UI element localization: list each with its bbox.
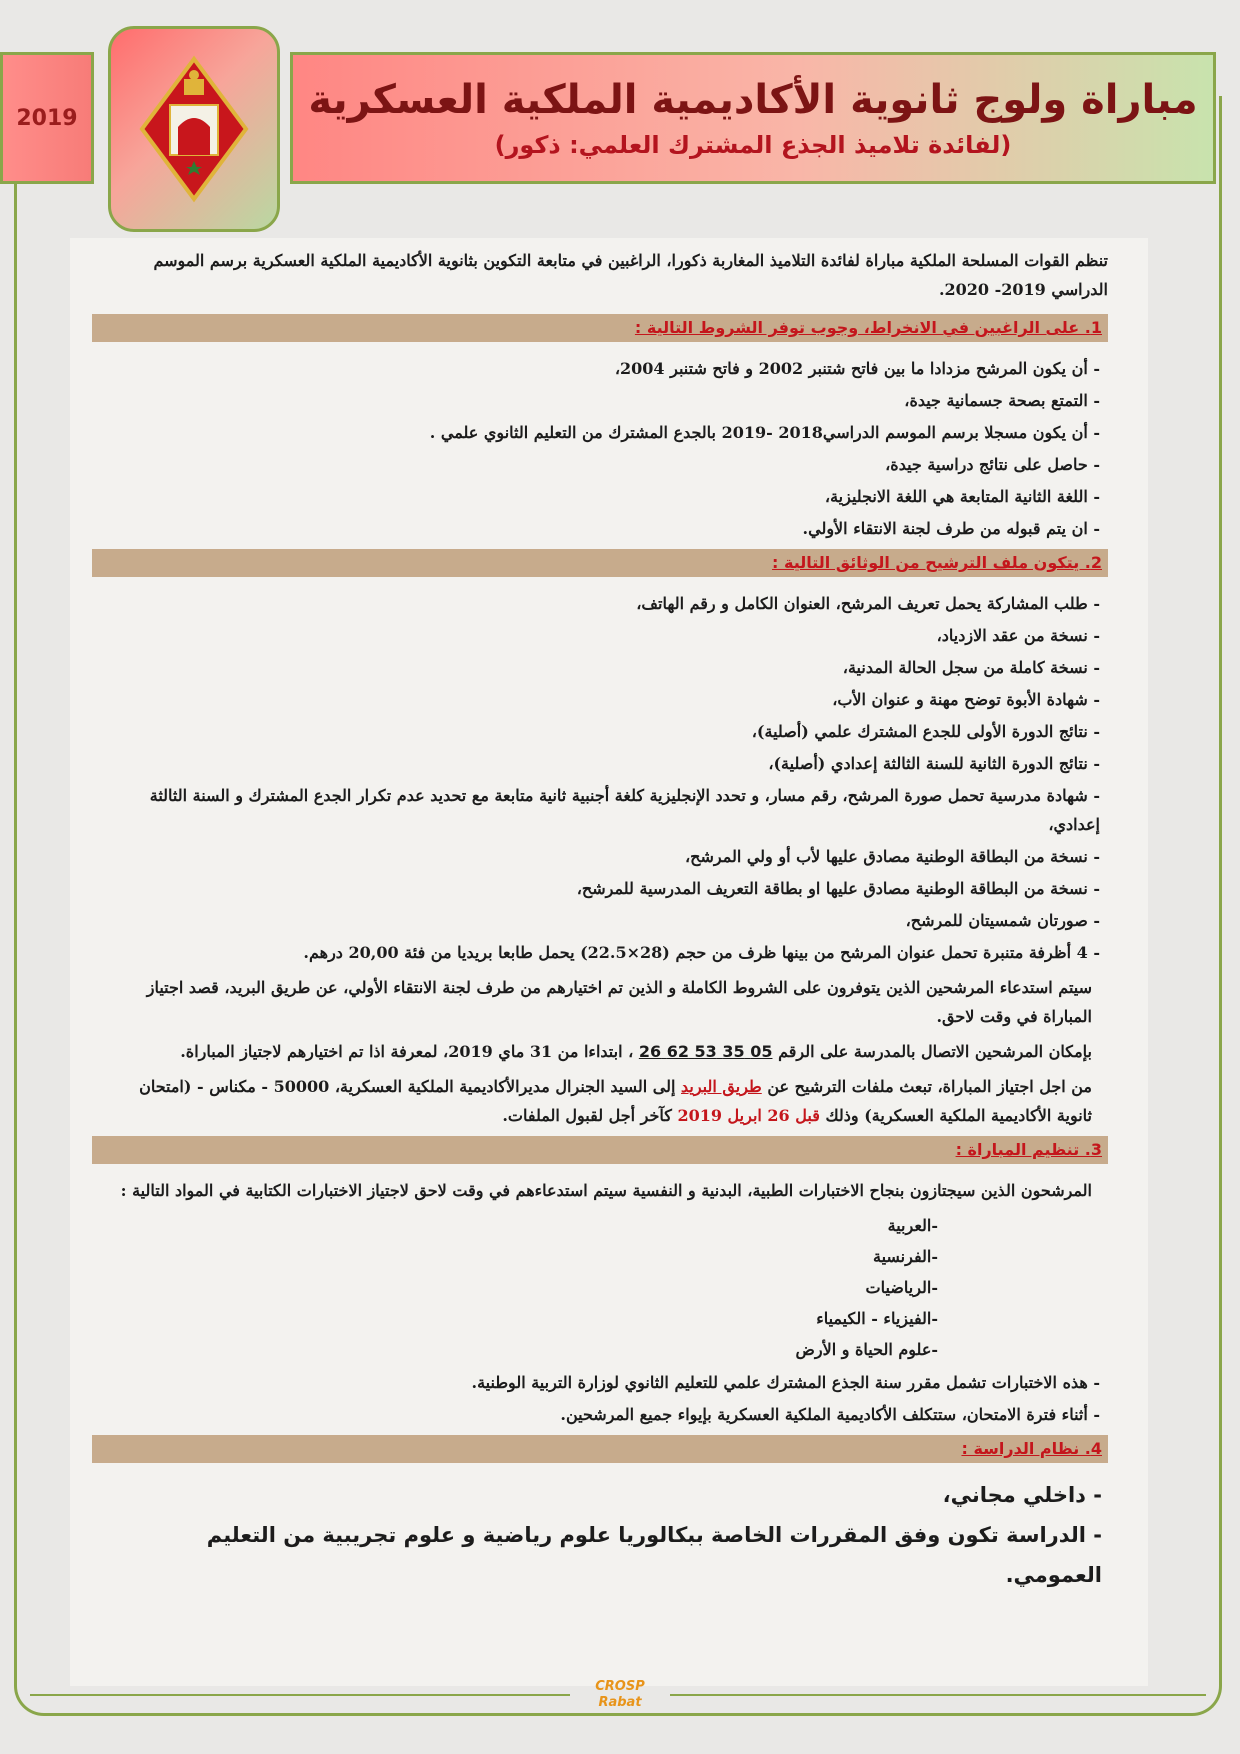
contact-phone-number: 05 35 53 62 26: [638, 1042, 773, 1061]
section2-list: [114, 589, 1108, 967]
submission-text-middle: إلى السيد الجنرال مديرالأكاديمية الملكية العسكرية، 50000 - مكناس - (امتحان ثانوية الأكاديمية الملكية العسكرية) وذلك: [139, 1077, 1092, 1125]
page-subtitle: (لفائدة تلاميذ الجذع المشترك العلمي: ذكور): [494, 131, 1012, 159]
subject-item: -العربية: [887, 1216, 938, 1235]
section4-heading: 4. نظام الدراسة :: [92, 1435, 1108, 1463]
subject-item: -الفرنسية: [872, 1247, 938, 1266]
submission-text-before: من اجل اجتياز المباراة، تبعث ملفات الترشيح عن: [767, 1077, 1092, 1096]
submission-text-after: كآخر أجل لقبول الملفات.: [502, 1106, 672, 1125]
section1-list: [114, 354, 1108, 543]
list-item: - نسخة من البطاقة الوطنية مصادق عليها لأب أو ولي المرشح،: [684, 847, 1100, 866]
list-item: - التمتع بصحة جسمانية جيدة،: [904, 391, 1100, 410]
list-item: - ان يتم قبوله من طرف لجنة الانتقاء الأولي.: [802, 519, 1100, 538]
footer-divider-right: [670, 1694, 1206, 1696]
list-item: - نسخة كاملة من سجل الحالة المدنية،: [842, 658, 1100, 677]
year-badge: 2019: [0, 52, 94, 184]
subject-item: -الرياضيات: [865, 1278, 938, 1297]
footer-divider-left: [30, 1694, 570, 1696]
list-item: - اللغة الثانية المتابعة هي اللغة الانجليزية،: [824, 487, 1100, 506]
list-item: - طلب المشاركة يحمل تعريف المرشح، العنوان الكامل و رقم الهاتف،: [636, 594, 1100, 613]
list-item: - شهادة مدرسية تحمل صورة المرشح، رقم مسار، و تحدد الإنجليزية كلغة أجنبية ثانية متابعة مع تحديد عدم تكرار الجدع المشترك و السنة الثالثة إعدادي،: [149, 786, 1100, 834]
intro-paragraph: تنظم القوات المسلحة الملكية مباراة لفائدة التلاميذ المغاربة ذكورا، الراغبين في متابعة التكوين بثانوية الأكاديمية الملكية العسكرية برسم الموسم الدراسي 2019- 2020.: [153, 251, 1108, 299]
selection-paragraph: سيتم استدعاء المرشحين الذين يتوفرون على الشروط الكاملة و الذين تم اختيارهم من طرف لجنة الانتقاء الأولي، عن طريق البريد، قصد اجتياز المباراة في وقت لاحق.: [146, 978, 1092, 1026]
subject-item: -الفيزياء - الكيمياء: [816, 1309, 938, 1328]
submission-deadline: قبل 26 ابريل 2019: [677, 1106, 820, 1125]
section1-heading: 1. على الراغبين في الانخراط، وجوب توفر الشروط التالية :: [92, 314, 1108, 342]
list-item: - نتائج الدورة الأولى للجدع المشترك علمي (أصلية)،: [751, 722, 1100, 741]
submission-mail-method: طريق البريد: [681, 1077, 762, 1096]
section2-heading: 2. يتكون ملف الترشيح من الوثائق التالية :: [92, 549, 1108, 577]
list-item: - نتائج الدورة الثانية للسنة الثالثة إعدادي (أصلية)،: [768, 754, 1100, 773]
document-body: [70, 238, 1148, 1686]
list-item: - حاصل على نتائج دراسية جيدة،: [885, 455, 1100, 474]
subject-item: -علوم الحياة و الأرض: [795, 1340, 938, 1359]
list-item: - صورتان شمسيتان للمرشح،: [905, 911, 1100, 930]
royal-military-emblem-icon: [108, 26, 280, 232]
list-item: - شهادة الأبوة توضح مهنة و عنوان الأب،: [832, 690, 1100, 709]
list-item: - نسخة من البطاقة الوطنية مصادق عليها او بطاقة التعريف المدرسية للمرشح،: [576, 879, 1100, 898]
section3-intro: المرشحون الذين سيجتازون بنجاح الاختبارات الطبية، البدنية و النفسية سيتم استدعاءهم في وقت لاحق لاجتياز الاختبارات الكتابية في المواد التالية :: [120, 1181, 1092, 1200]
list-item: - أن يكون مسجلا برسم الموسم الدراسي2018 -2019 بالجدع المشترك من التعليم الثانوي علمي .: [429, 423, 1100, 442]
list-item: - 4 أظرفة متنبرة تحمل عنوان المرشح من بينها ظرف من حجم (28×22.5) يحمل طابعا بريديا من فئة 20,00 درهم.: [303, 943, 1100, 962]
list-item: - هذه الاختبارات تشمل مقرر سنة الجذع المشترك علمي للتعليم الثانوي لوزارة التربية الوطنية.: [471, 1373, 1100, 1392]
study-item: - الدراسة تكون وفق المقررات الخاصة ببكالوريا علوم رياضية و علوم تجريبية من التعليم العمومي.: [206, 1523, 1102, 1587]
contact-text-after: ، ابتداءا من 31 ماي 2019، لمعرفة اذا تم اختيارهم لاجتياز المباراة.: [180, 1042, 634, 1061]
list-item: - أثناء فترة الامتحان، ستتكلف الأكاديمية الملكية العسكرية بإيواء جميع المرشحين.: [560, 1405, 1100, 1424]
subjects-list: [114, 1211, 1108, 1364]
header-title-box: [290, 52, 1216, 184]
page-title: مباراة ولوج ثانوية الأكاديمية الملكية العسكرية: [308, 77, 1198, 123]
section3-notes: [114, 1368, 1108, 1429]
list-item: - أن يكون المرشح مزدادا ما بين فاتح شتنبر 2002 و فاتح شتنبر 2004،: [614, 359, 1100, 378]
section3-heading: 3. تنظيم المباراة :: [92, 1136, 1108, 1164]
contact-text-before: بإمكان المرشحين الاتصال بالمدرسة على الرقم: [778, 1042, 1092, 1061]
crosp-rabat-logo: CROSP Rabat: [595, 1679, 645, 1710]
study-item: - داخلي مجاني،: [942, 1483, 1102, 1507]
contact-paragraph: [114, 1037, 1108, 1066]
submission-paragraph: [114, 1072, 1108, 1130]
list-item: - نسخة من عقد الازدياد،: [936, 626, 1100, 645]
